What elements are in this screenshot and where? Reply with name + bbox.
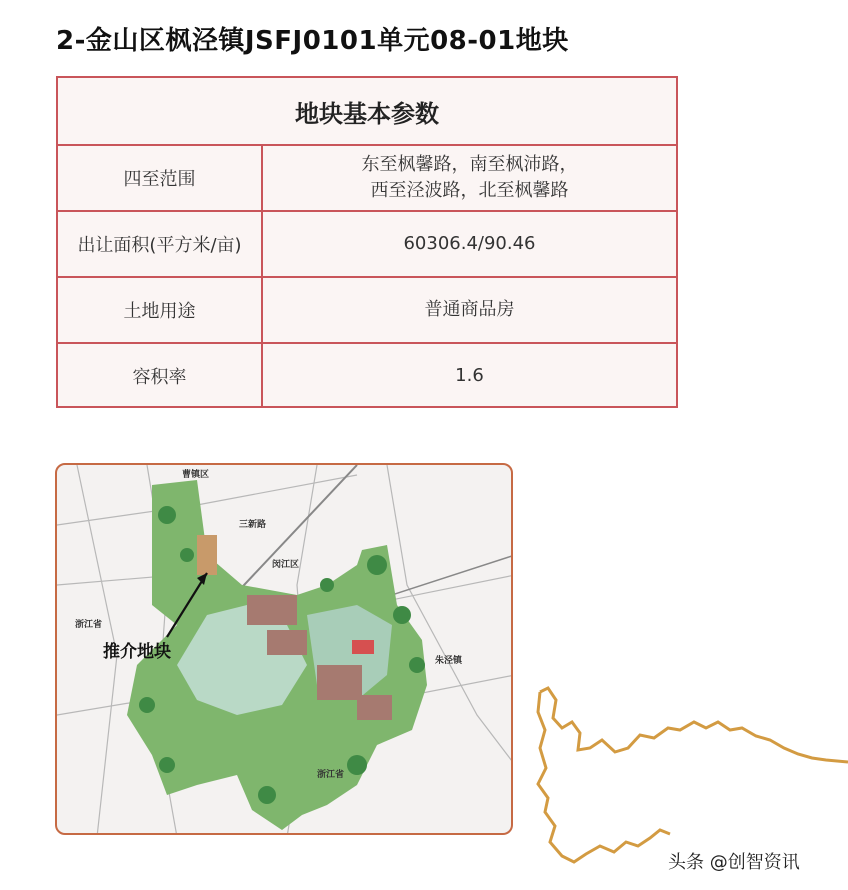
table-row [58,210,676,276]
row-label: 容积率 [58,344,263,408]
map-label-bottom: 浙江省 [317,770,345,780]
row-value [263,278,676,342]
page-title: 2-金山区枫泾镇JSFJ0101单元08-01地块 [56,26,569,56]
value-line: 西至泾波路，北至枫馨路 [370,180,569,201]
table-row [58,276,676,342]
table-row [58,144,676,210]
row-label: 四至范围 [58,146,263,210]
row-label: 土地用途 [58,278,263,342]
row-value [263,212,676,276]
map-label-district: 闵江区 [272,560,300,570]
row-value [263,344,676,408]
map-label-town: 朱泾镇 [435,656,463,666]
table-header: 地块基本参数 [295,99,439,128]
value-line: 东至枫馨路，南至枫沛路， [361,154,578,175]
value-line: 普通商品房 [424,299,515,320]
watermark: 头条 @创智资讯 [668,852,800,873]
row-label: 出让面积(平方米/亩) [58,212,263,276]
map-label-top: 曹镇区 [182,470,210,480]
row-value [263,146,676,210]
map-label-left: 浙江省 [75,620,103,630]
location-map [55,463,513,835]
recommended-site-label: 推介地块 [103,642,171,662]
parameter-table [56,76,678,408]
value-line: 1.6 [455,365,484,386]
table-row [58,342,676,408]
value-line: 60306.4/90.46 [403,233,536,254]
map-label-road: 三新路 [239,520,267,530]
